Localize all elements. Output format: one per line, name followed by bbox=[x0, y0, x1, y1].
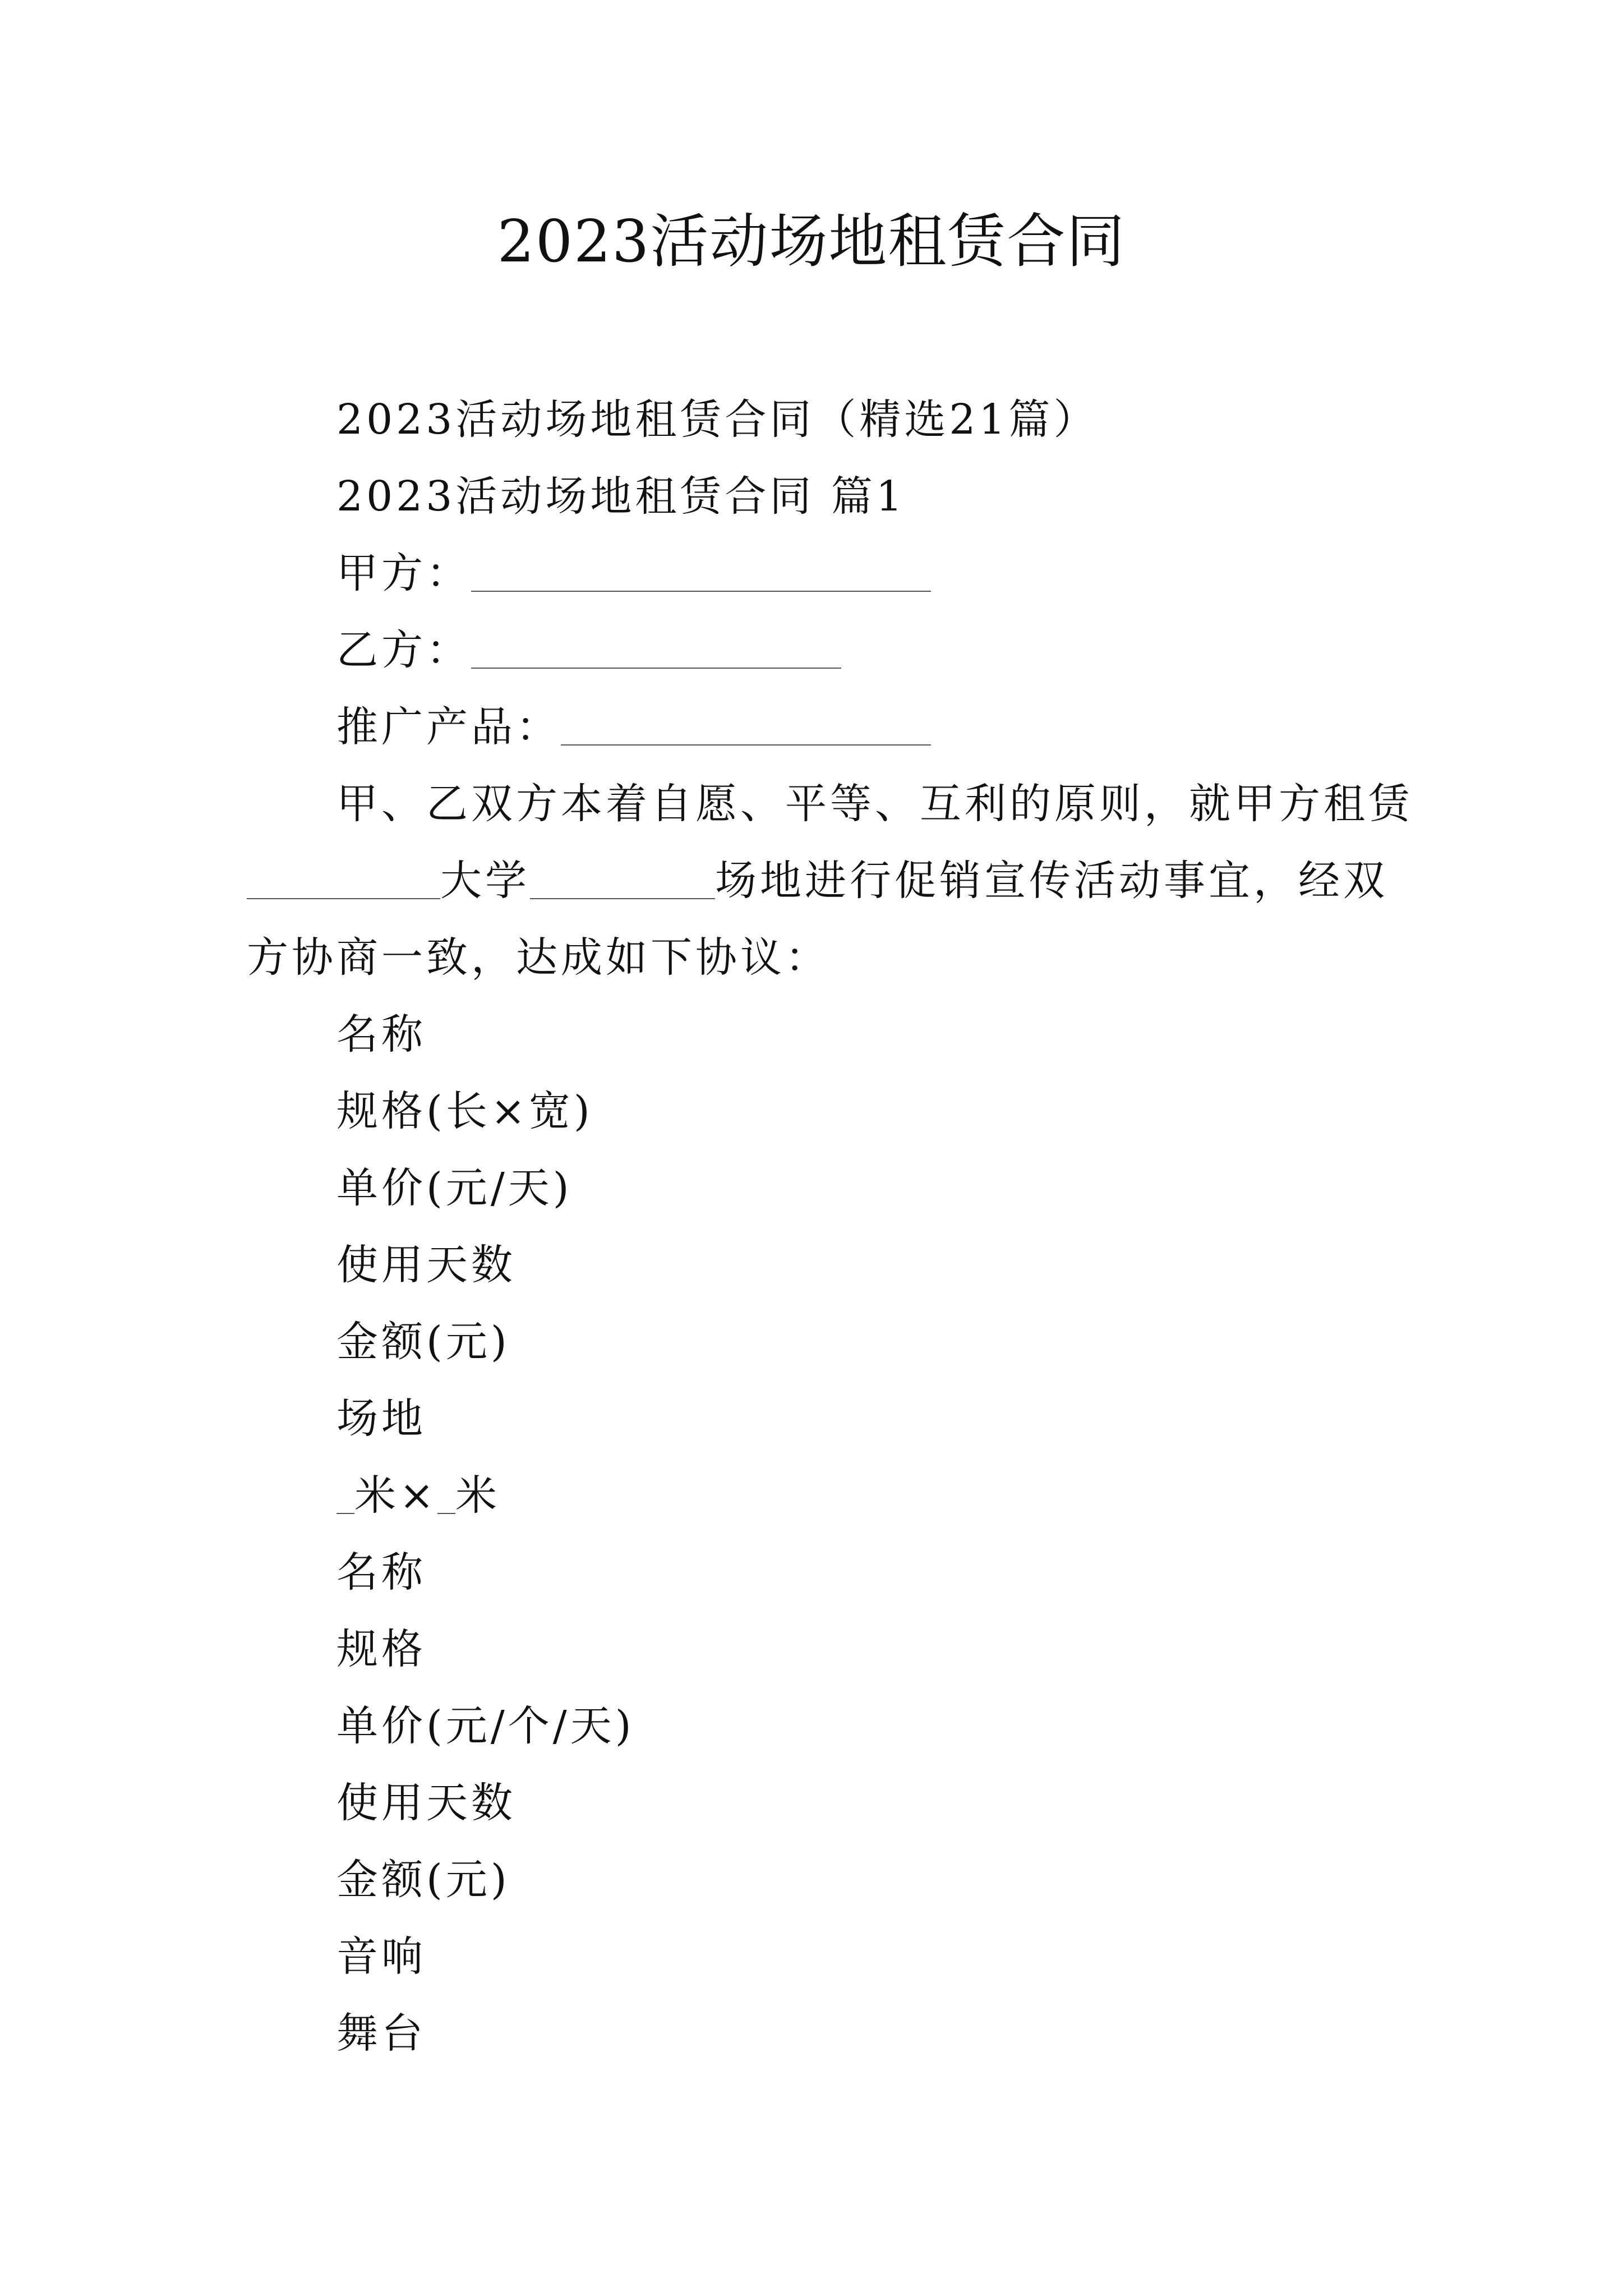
intro-university-text: 大学 bbox=[440, 857, 530, 905]
intro-venue-text: 场地进行促销宣传活动事宜，经双 bbox=[715, 857, 1388, 905]
list-item: 名称 bbox=[336, 1548, 426, 1596]
size-line bbox=[247, 1457, 1391, 1534]
list-item: 名称 bbox=[336, 1010, 426, 1059]
intro-line-2 bbox=[247, 843, 1391, 919]
university-name-blank bbox=[247, 862, 440, 899]
section-heading: 2023活动场地租赁合同 篇1 bbox=[336, 472, 906, 521]
list-item: 场地 bbox=[336, 1395, 426, 1443]
list-item: 规格(长×宽) bbox=[336, 1087, 593, 1135]
list-item: 单价(元/个/天) bbox=[336, 1702, 635, 1750]
length-blank bbox=[336, 1477, 354, 1514]
list-item: 单价(元/天) bbox=[336, 1164, 573, 1212]
list-item: 金额(元) bbox=[336, 1318, 510, 1366]
venue-name-blank bbox=[530, 862, 715, 899]
list-item: 使用天数 bbox=[336, 1241, 516, 1289]
party-b-blank bbox=[471, 632, 841, 669]
party-b-line bbox=[247, 612, 1391, 689]
party-a-label: 甲方： bbox=[336, 549, 471, 597]
size-text-2: 米 bbox=[455, 1471, 501, 1520]
product-blank bbox=[561, 708, 931, 746]
document-body bbox=[247, 381, 1413, 2072]
size-text-1: 米× bbox=[354, 1471, 438, 1520]
party-b-label: 乙方： bbox=[336, 626, 471, 674]
product-line bbox=[247, 689, 1391, 766]
document-title: 2023活动场地租赁合同 bbox=[497, 207, 1126, 275]
party-a-line bbox=[247, 535, 1391, 612]
list-item: 使用天数 bbox=[336, 1779, 516, 1827]
document-subtitle: 2023活动场地租赁合同（精选21篇） bbox=[336, 395, 1099, 444]
width-blank bbox=[437, 1477, 455, 1514]
intro-line-1: 甲、乙双方本着自愿、平等、互利的原则，就甲方租赁 bbox=[336, 780, 1413, 828]
party-a-blank bbox=[471, 555, 931, 592]
product-label: 推广产品： bbox=[336, 703, 561, 751]
list-item: 金额(元) bbox=[336, 1856, 510, 1904]
intro-line-3: 方协商一致，达成如下协议： bbox=[247, 933, 830, 982]
list-item: 舞台 bbox=[336, 2009, 426, 2058]
list-item: 规格 bbox=[336, 1625, 426, 1673]
list-item: 音响 bbox=[336, 1932, 426, 1981]
